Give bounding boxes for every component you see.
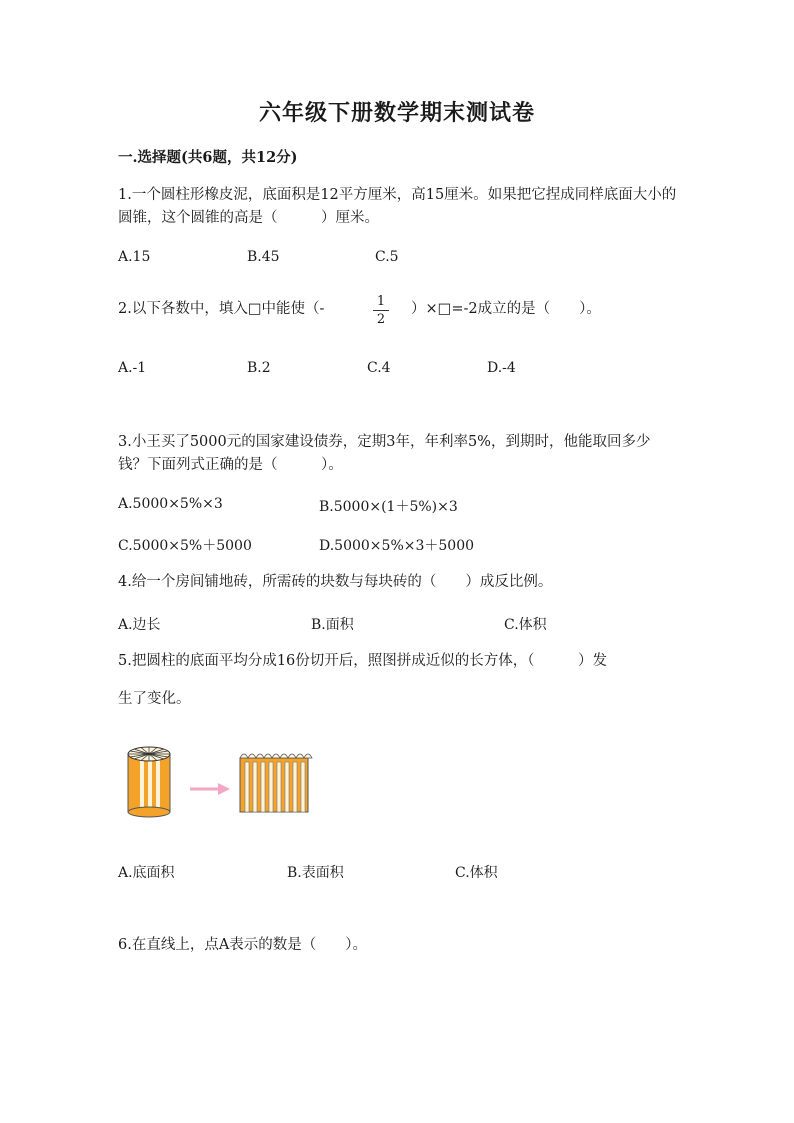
q2-option-b[interactable]: B.2 — [247, 360, 271, 376]
question-6: 6.在直线上，点A表示的数是（ ）。 — [118, 937, 368, 953]
q1-option-b[interactable]: B.45 — [247, 249, 280, 265]
q5-option-b[interactable]: B.表面积 — [287, 865, 344, 881]
q3-option-c[interactable]: C.5000×5%＋5000 — [118, 538, 252, 554]
q4-option-b[interactable]: B.面积 — [311, 617, 354, 633]
cylinder-to-cuboid-figure — [126, 744, 336, 824]
q2-option-a[interactable]: A.-1 — [118, 360, 147, 376]
question-4: 4.给一个房间铺地砖，所需砖的块数与每块砖的（ ）成反比例。 — [118, 574, 553, 590]
q2-option-c[interactable]: C.4 — [367, 360, 391, 376]
q3-option-a[interactable]: A.5000×5%×3 — [118, 496, 223, 512]
q1-option-c[interactable]: C.5 — [375, 249, 399, 265]
question-2-part-1: 2.以下各数中，填入□中能使（- — [118, 301, 325, 317]
q5-option-c[interactable]: C.体积 — [455, 865, 498, 881]
cuboid-image — [240, 754, 312, 812]
q3-option-d[interactable]: D.5000×5%×3＋5000 — [319, 538, 475, 554]
section-heading: 一.选择题(共6题，共12分) — [118, 149, 298, 166]
cylinder-image — [128, 747, 170, 817]
arrow-icon — [190, 783, 230, 795]
question-1: 1.一个圆柱形橡皮泥，底面积是12平方厘米，高15厘米。如果把它捏成同样底面大小的圆锥，这个圆锥的高是（ ）厘米。 — [118, 187, 677, 226]
fraction-numerator: 1 — [376, 294, 386, 309]
q5-option-a[interactable]: A.底面积 — [118, 865, 175, 881]
fraction-bar — [373, 310, 389, 311]
exam-title: 六年级下册数学期末测试卷 — [258, 100, 535, 126]
fraction-denominator: 2 — [376, 312, 386, 327]
q4-option-c[interactable]: C.体积 — [504, 617, 547, 633]
question-3: 3.小王买了5000元的国家建设债券，定期3年，年利率5%，到期时，他能取回多少钱？下面列式正确的是（ ）。 — [118, 434, 651, 473]
question-5-line-1: 5.把圆柱的底面平均分成16份切开后，照图拼成近似的长方体，（ ）发 — [118, 653, 608, 669]
q4-option-a[interactable]: A.边长 — [118, 617, 161, 633]
question-5-line-2: 生了变化。 — [118, 691, 191, 707]
q1-option-a[interactable]: A.15 — [118, 249, 151, 265]
question-2-part-2: ）×□=-2成立的是（ ）。 — [411, 301, 601, 317]
q3-option-b[interactable]: B.5000×(1＋5%)×3 — [319, 499, 458, 515]
fraction-one-half — [373, 294, 389, 327]
q2-option-d[interactable]: D.-4 — [487, 360, 516, 376]
